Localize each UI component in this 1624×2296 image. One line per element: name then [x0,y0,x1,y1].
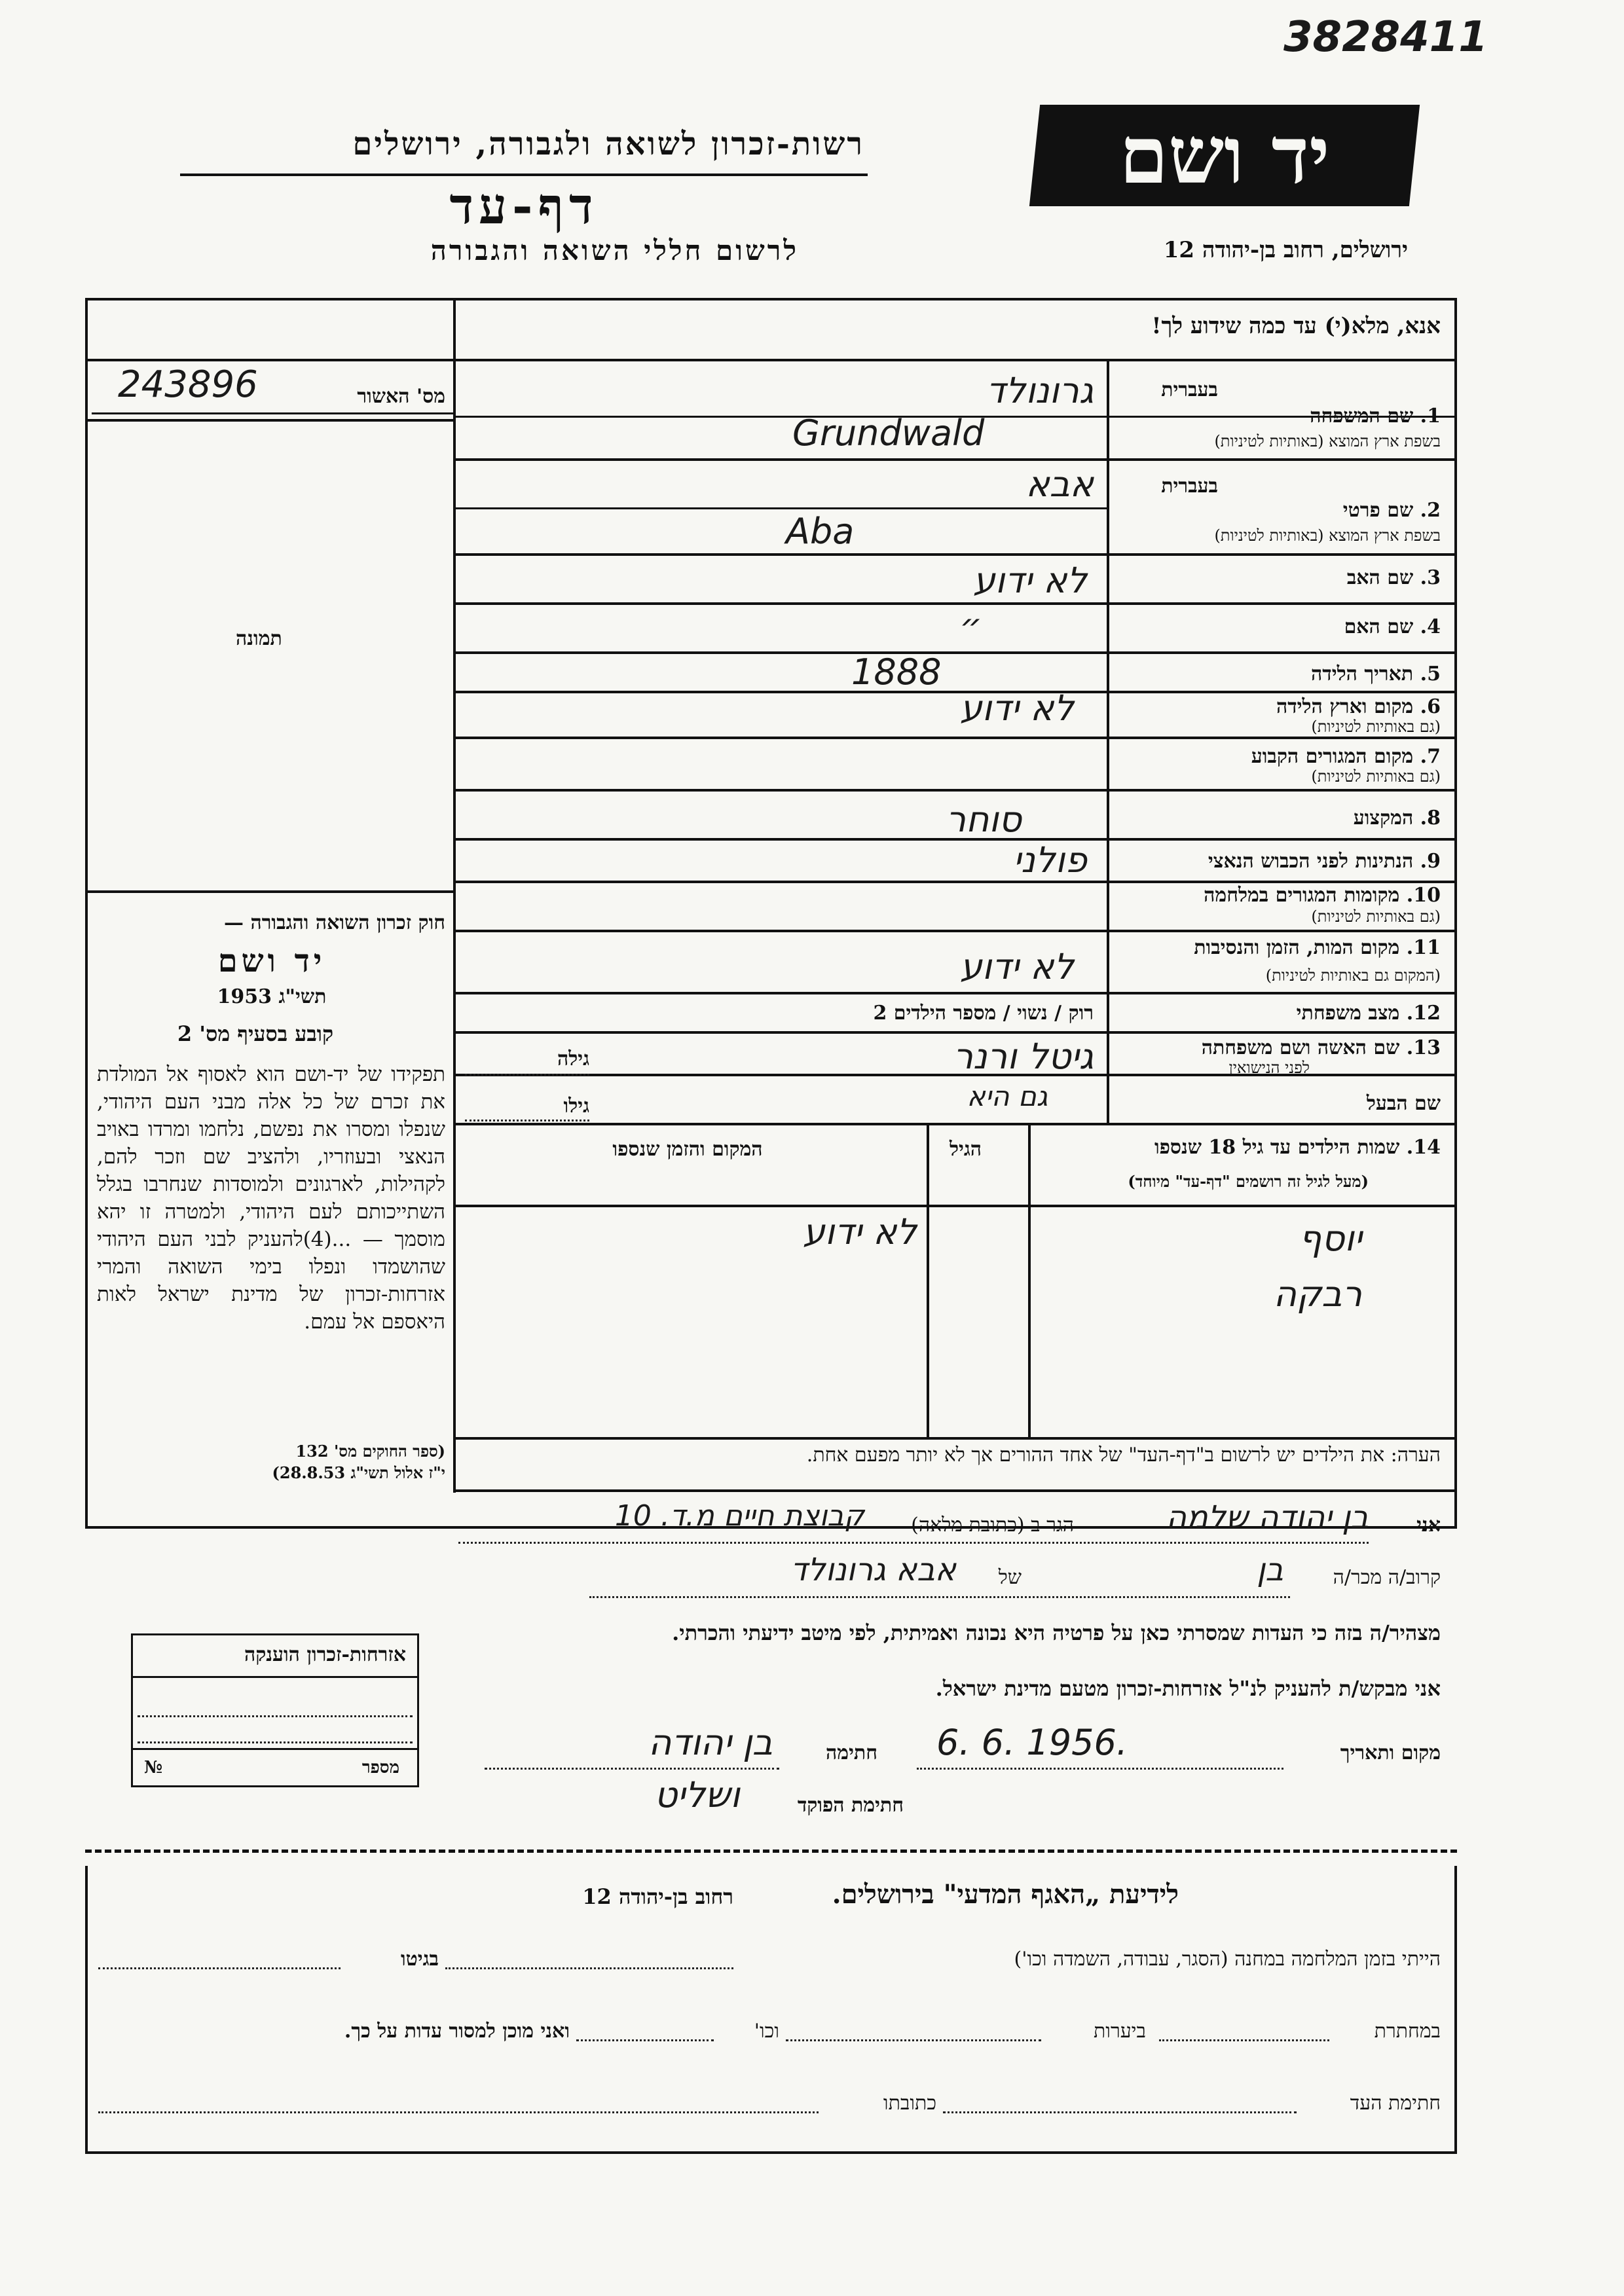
subject-name[interactable]: אבא גרונולד [790,1552,956,1588]
citizenship-title: אזרחות-זכרון הוענקה [244,1643,406,1666]
approval-number[interactable]: 243896 [118,363,258,406]
form-subtitle: לרשום חללי השואה והגבורה [430,234,799,266]
law-org: יד ושם [217,943,326,979]
declaration-text: מצהיר/ה בזה כי העדות שמסרתי כאן על פרטיה היא נכונה ואמיתית, לפי מיטב ידיעתי והכרתי. [672,1620,1441,1645]
photo-label: תמונה [236,627,282,650]
field-1-value-latin[interactable]: Grundwald [792,412,985,454]
bottom-address: רחוב בן-יהודה 12 [582,1884,733,1909]
field-6-sub: (גם באותיות לטיניות) [1311,718,1441,736]
field-1-label: 1. שם המשפחה [1310,405,1441,428]
children-title: 14. שמות הילדים עד גיל 18 שנספו [1154,1136,1441,1159]
field-2-value-latin[interactable]: Aba [786,511,855,552]
address-label: כתובתו [883,2092,936,2115]
logo-block [1029,105,1420,206]
place-date-value[interactable]: 6. 6. 1956. [936,1722,1128,1763]
citizenship-number-label: מספר [361,1758,399,1777]
declarant-address[interactable]: קבוצת חיים מ.ד. 10 [614,1499,864,1533]
field-7-label: 7. מקום המגורים הקבוע [1251,745,1441,768]
bottom-title: לידיעת „האגף המדעי" בירושלים. [832,1879,1179,1910]
witness-signature-label: חתימת העד [1350,2092,1441,2115]
place-date-label: מקום ותאריך [1340,1741,1441,1764]
cut-line [85,1850,1457,1853]
field-8-value[interactable]: סוחר [946,799,1022,840]
field-2-side: בעברית [1161,475,1218,498]
field-2-value-he[interactable]: אבא [1025,464,1094,505]
law-text: תפקידו של יד-ושם הוא לאסוף אל המולדת את זכרם של כל אלה מבני העם היהודי, שנפלו ומסרו את נפשם, נלחמו ומרדו באויב הנאצי ובעוזריו, ולהציב שם וזכר להם, לקהילות, לארגונים ולמוסדות שנחרבו בגלל השתייכותם לעם היהודי, ולמטרה זו יהא מוסמך — ...(4)להעניק לבני העם היהודי שהושמדו ונפלו בימי השואה והמרי אזרחות-זכרון של מדינת ישראל לאות היאספם אל עמם. [97,1063,445,1334]
law-year-he: תשי"ג [278,985,327,1008]
declarant-i: אני [1416,1514,1441,1537]
forests-label: ביערות [1093,2020,1146,2043]
of-label: של [998,1566,1022,1589]
field-7-sub: (גם באותיות לטיניות) [1311,767,1441,786]
officer-label: חתימת הפוקד [797,1794,904,1817]
relation-value[interactable]: בן [1257,1552,1283,1588]
residing-label: הגר ב (כתובת מלאה) [911,1514,1074,1537]
field-1-sub: בשפת ארץ המוצא (באותיות לטיניות) [1214,432,1441,450]
field-12-label: 12. מצב משפחתי [1296,1002,1441,1025]
children-col-age: הגיל [950,1138,982,1161]
signature[interactable]: בן יהודה [648,1722,773,1763]
field-5-label: 5. תאריך הלידה [1311,663,1441,685]
officer-signature[interactable]: ושליט [654,1774,740,1815]
bottom-line1: הייתי בזמן המלחמה במחנה (הסגר, עבודה, השמדה וכו') [1014,1948,1441,1971]
wife-age-label: גילה [557,1048,589,1070]
approval-label: מס' האשור [357,385,445,408]
children-col-place: המקום והזמן שנספו [612,1138,763,1161]
field-2-sub: בשפת ארץ המוצא (באותיות לטיניות) [1214,526,1441,545]
archive-number: 3828411 [1283,13,1488,62]
husband-value[interactable]: גם היא [967,1080,1048,1112]
field-6-value[interactable]: לא ידוע [959,687,1074,729]
instruction: אנא, מלא(י) עד כמה שידוע לך! [1151,313,1441,339]
husband-label: שם הבעל [1366,1092,1441,1115]
signature-label: חתימה [826,1741,877,1764]
citizenship-no: № [144,1758,163,1777]
law-ref-2: י"ז אלול תשי"ג 28.8.53) [272,1463,445,1482]
field-11-label: 11. מקום המות, הזמן והנסיבות [1194,936,1441,959]
field-12-value[interactable]: רוק / נשוי / מספר הילדים 2 [873,1002,1094,1025]
field-1-side: בעברית [1161,378,1218,401]
field-6-label: 6. מקום וארץ הלידה [1276,695,1441,718]
field-2-label: 2. שם פרטי [1342,499,1441,522]
field-8-label: 8. המקצוע [1353,807,1441,829]
law-ref-1: (ספר החוקים מס' 132 [295,1442,445,1461]
field-3-label: 3. שם האב [1346,566,1441,589]
field-10-sub: (גם באותיות לטיניות) [1311,907,1441,926]
yad-vashem-logo: יד ושם [1119,109,1330,202]
field-13-sub: לפני הנישואין [1228,1059,1310,1077]
field-9-label: 9. הנתינות לפני הכבוש הנאצי [1208,850,1441,873]
field-11-value[interactable]: לא ידוע [959,946,1074,987]
field-4-value[interactable]: ״ [959,606,982,647]
field-5-value[interactable]: 1888 [851,651,942,693]
field-13-value[interactable]: גיטל ורנר [953,1036,1094,1077]
field-11-sub: (המקום גם באותיות לטיניות) [1265,966,1441,985]
child-1-name[interactable]: יוסף [1299,1218,1362,1259]
request-text: אני מבקש/ת להעניק לנ"ל אזרחות-זכרון מטעם מדינת ישראל. [935,1676,1441,1701]
law-clause: קובע בסעיף מס' 2 [177,1021,334,1046]
form-title: דף-עד [449,177,599,235]
child-1-place[interactable]: לא ידוע [802,1211,917,1252]
law-year-num: 1953 [217,985,272,1008]
field-4-label: 4. שם האם [1344,615,1441,638]
field-1-value-he[interactable]: גרונולד [986,370,1094,411]
ready-text: ואני מוכן למסור עדות על כך. [344,2020,570,2043]
underground-label: במחתרת [1374,2020,1441,2043]
husband-age-label: גילו [563,1095,589,1118]
ghetto-label: בגיטו [400,1948,439,1971]
note: הערה: את הילדים יש לרשום ב"דף-העד" של אחד ההורים אך לא יותר מפעם אחת. [806,1444,1441,1467]
law-title: חוק זכרון השואה והגבורה — [224,911,445,934]
children-subtitle: (מעל לגיל זה רושמים "דף-עד" מיוחד) [1128,1172,1369,1191]
law-year [98,985,445,1008]
field-10-label: 10. מקומות המגורים במלחמה [1204,884,1441,907]
header-address: ירושלים, רחוב בן-יהודה 12 [1163,237,1408,263]
relation-label: קרוב/ה מכר/ה [1333,1566,1441,1589]
field-9-value[interactable]: פולני [1013,839,1087,881]
authority-title: רשות-זכרון לשואה ולגבורה, ירושלים [352,126,864,162]
bottom-box [85,1866,1457,2154]
field-13-label: 13. שם האשה ושם משפחתה [1201,1036,1441,1059]
declarant-name[interactable]: בן יהודה שלמה [1166,1499,1369,1536]
etc-label: וכו' [754,2020,779,2043]
field-3-value[interactable]: לא ידוע [972,560,1087,601]
child-2-name[interactable]: רבקה [1273,1273,1362,1315]
